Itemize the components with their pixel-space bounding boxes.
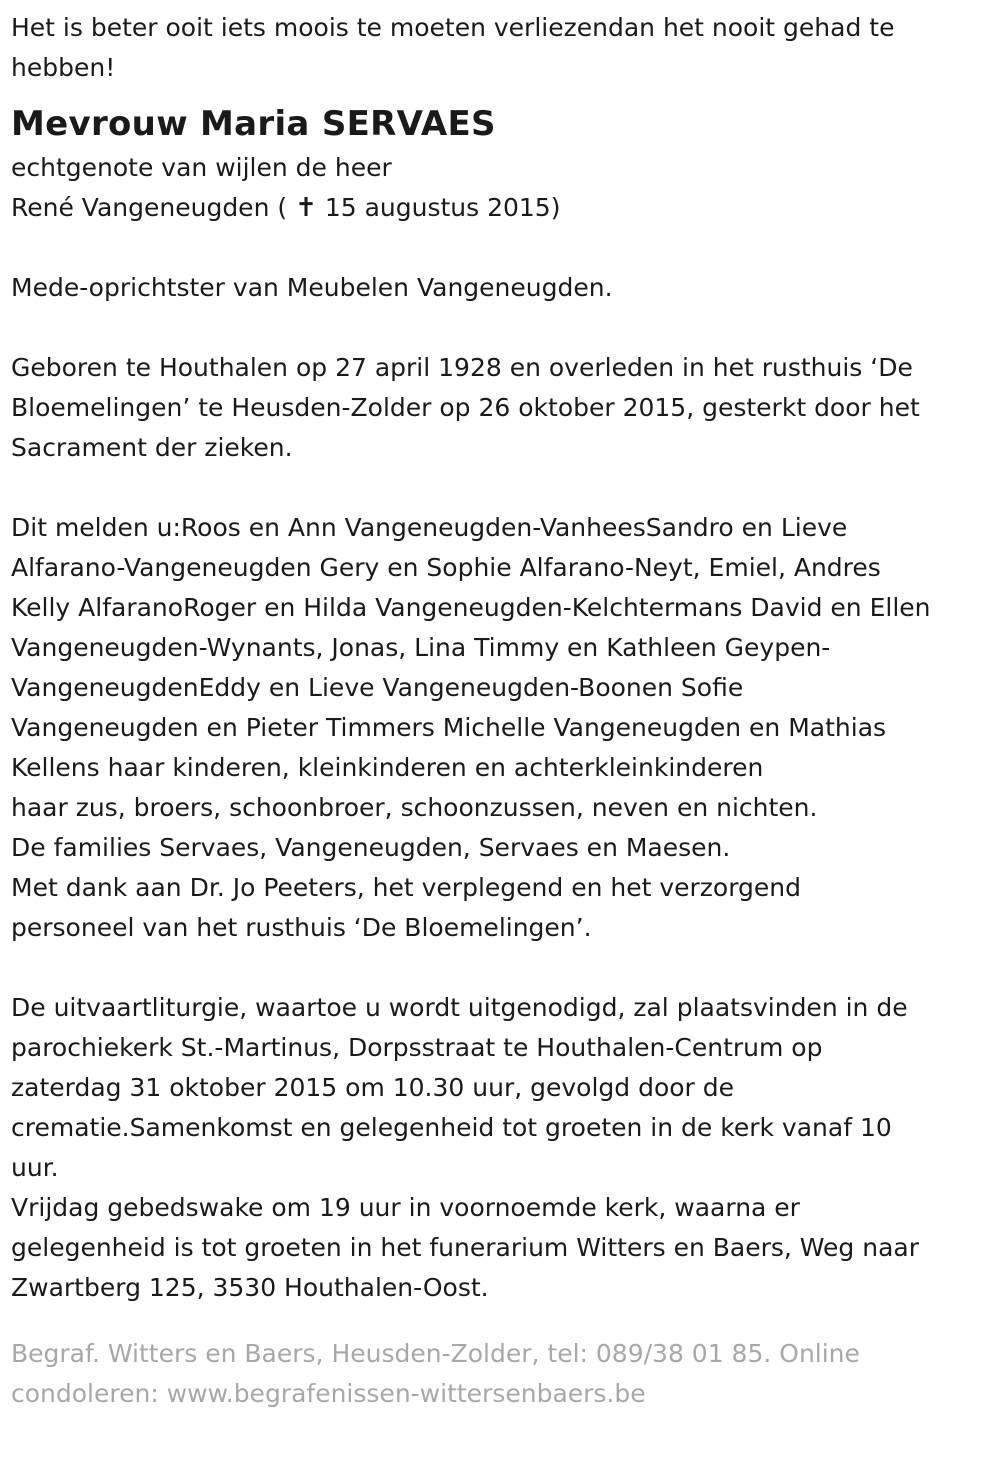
spacer	[11, 228, 990, 268]
quote-line: Het is beter ooit iets moois te moeten verliezendan het nooit gehad te	[11, 13, 895, 42]
family-line: Kellens haar kinderen, kleinkinderen en achterkleinkinderen	[11, 753, 764, 782]
family-line: personeel van het rusthuis ‘De Bloemelingen’.	[11, 913, 592, 942]
opening-quote	[11, 8, 990, 88]
family-line: Alfarano-Vangeneugden Gery en Sophie Alfarano-Neyt, Emiel, Andres	[11, 553, 881, 582]
footer-line: Begraf. Witters en Baers, Heusden-Zolder, tel: 089/38 01 85. Online	[11, 1339, 860, 1368]
funeral-home-footer	[11, 1334, 990, 1414]
family-line: Met dank aan Dr. Jo Peeters, het verplegend en het verzorgend	[11, 873, 802, 902]
family-line: VangeneugdenEddy en Lieve Vangeneugden-Boonen Sofie	[11, 673, 744, 702]
family-line: Kelly AlfaranoRoger en Hilda Vangeneugden-Kelchtermans David en Ellen	[11, 593, 931, 622]
quote-line: hebben!	[11, 53, 116, 82]
footer-line: condoleren: www.begrafenissen-wittersenbaers.be	[11, 1379, 646, 1408]
spouse-death-date: 15 augustus 2015)	[324, 193, 561, 222]
family-paragraph	[11, 508, 990, 948]
birth-line: Geboren te Houthalen op 27 april 1928 en overleden in het rusthuis ‘De	[11, 353, 913, 382]
ceremony-line: gelegenheid is tot groeten in het funerarium Witters en Baers, Weg naar	[11, 1233, 920, 1262]
spacer	[11, 308, 990, 348]
ceremony-line: parochiekerk St.-Martinus, Dorpsstraat te Houthalen-Centrum op	[11, 1033, 823, 1062]
ceremony-paragraph	[11, 988, 990, 1308]
family-line: haar zus, broers, schoonbroer, schoonzussen, neven en nichten.	[11, 793, 818, 822]
family-line: De families Servaes, Vangeneugden, Servaes en Maesen.	[11, 833, 731, 862]
family-line: Dit melden u:Roos en Ann Vangeneugden-VanheesSandro en Lieve	[11, 513, 848, 542]
ceremony-line: Zwartberg 125, 3530 Houthalen-Oost.	[11, 1273, 489, 1302]
spouse-name: René Vangeneugden (	[11, 193, 296, 222]
ceremony-line: zaterdag 31 oktober 2015 om 10.30 uur, gevolgd door de	[11, 1073, 735, 1102]
spouse-name-line	[11, 188, 990, 228]
birth-line: Bloemelingen’ te Heusden-Zolder op 26 oktober 2015, gesterkt door het	[11, 393, 920, 422]
ceremony-line: uur.	[11, 1153, 59, 1182]
deceased-name: Mevrouw Maria SERVAES	[11, 104, 496, 144]
founder-line: Mede-oprichtster van Meubelen Vangeneugden.	[11, 273, 613, 302]
spouse-info	[11, 148, 990, 228]
ceremony-line: De uitvaartliturgie, waartoe u wordt uitgenodigd, zal plaatsvinden in de	[11, 993, 908, 1022]
birth-line: Sacrament der zieken.	[11, 433, 293, 462]
birth-paragraph	[11, 348, 990, 468]
spouse-line: echtgenote van wijlen de heer	[11, 153, 392, 182]
founder-paragraph	[11, 268, 990, 308]
cross-icon: ✝	[295, 193, 317, 223]
ceremony-line: crematie.Samenkomst en gelegenheid tot groeten in de kerk vanaf 10	[11, 1113, 892, 1142]
family-line: Vangeneugden en Pieter Timmers Michelle Vangeneugden en Mathias	[11, 713, 887, 742]
family-line: Vangeneugden-Wynants, Jonas, Lina Timmy en Kathleen Geypen-	[11, 633, 831, 662]
spacer	[11, 948, 990, 988]
ceremony-line: Vrijdag gebedswake om 19 uur in voornoemde kerk, waarna er	[11, 1193, 800, 1222]
spacer	[11, 468, 990, 508]
